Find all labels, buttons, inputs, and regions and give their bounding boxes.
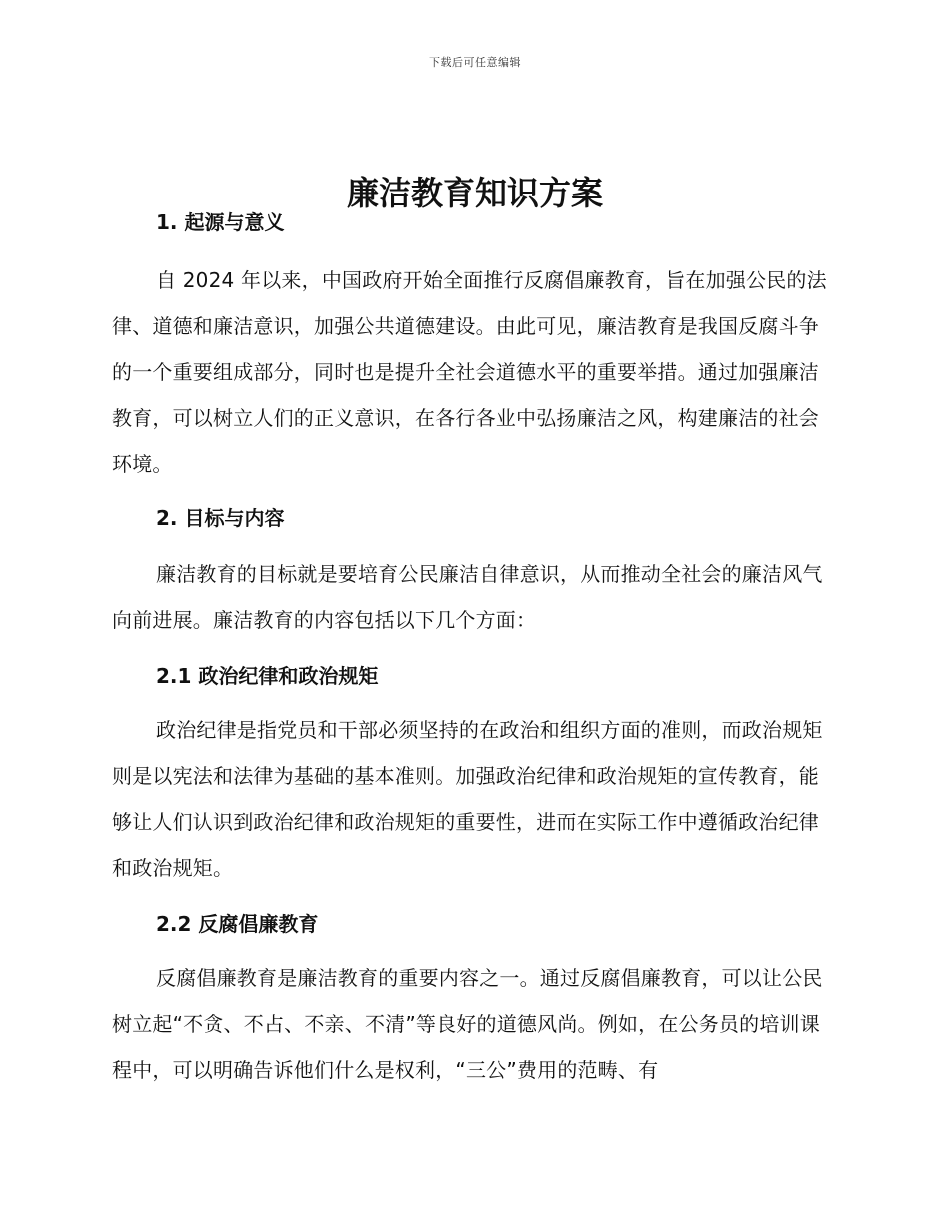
section-heading-political-discipline: 2.1 政治纪律和政治规矩 [156,664,379,688]
document-body [112,203,830,1093]
section-paragraph-goals: 廉洁教育的目标就是要培育公民廉洁自律意识，从而推动全社会的廉洁风气向前进展。廉洁教育的内容包括以下几个方面： [112,562,823,632]
section-paragraph-political-discipline: 政治纪律是指党员和干部必须坚持的在政治和组织方面的准则，而政治规矩则是以宪法和法律为基础的基本准则。加强政治纪律和政治规矩的宣传教育，能够让人们认识到政治纪律和政治规矩的重要性，进而在实际工作中遵循政治纪律和政治规矩。 [112,718,823,880]
section-heading-origin: 1. 起源与意义 [156,210,285,234]
document-title: 廉洁教育知识方案 [346,174,603,213]
section-paragraph-origin: 自 2024 年以来，中国政府开始全面推行反腐倡廉教育，旨在加强公民的法律、道德和廉洁意识，加强公共道德建设。由此可见，廉洁教育是我国反腐斗争的一个重要组成部分，同时也是提升全社会道德水平的重要举措。通过加强廉洁教育，可以树立人们的正义意识，在各行各业中弘扬廉洁之风，构建廉洁的社会环境。 [112,268,827,476]
header-note: 下载后可任意编辑 [429,56,521,69]
section-heading-goals: 2. 目标与内容 [156,506,285,530]
section-heading-anti-corruption: 2.2 反腐倡廉教育 [156,912,319,936]
section-paragraph-anti-corruption: 反腐倡廉教育是廉洁教育的重要内容之一。通过反腐倡廉教育，可以让公民树立起“不贪、不占、不亲、不清”等良好的道德风尚。例如，在公务员的培训课程中，可以明确告诉他们什么是权利，“三公”费用的范畴、有 [112,966,823,1082]
